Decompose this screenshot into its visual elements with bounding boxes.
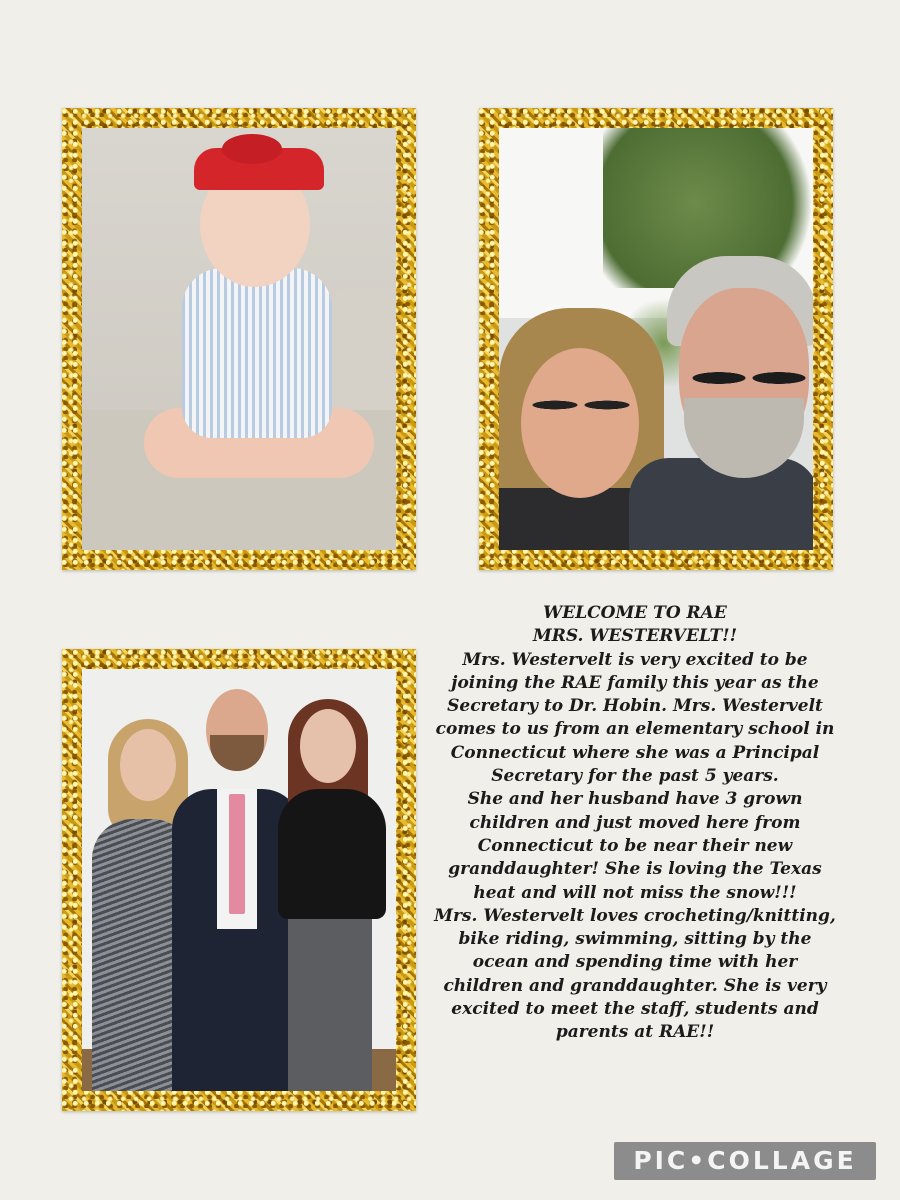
baby-photo [82,128,396,550]
welcome-paragraph-2: She and her husband have 3 grown children and just moved here from Connecticut to be near their new granddaughter! She is loving the Texas heat and will not miss the snow!!! [448,789,822,903]
couple-selfie-photo [499,128,813,550]
gold-glitter-frame-couple [479,108,833,570]
welcome-text-block [430,602,840,1045]
family-photo [82,669,396,1091]
pic-collage-watermark: PIC•COLLAGE [614,1142,876,1180]
pink-tie [229,794,245,914]
welcome-title-line1: WELCOME TO RAE [543,603,727,623]
sunglasses [689,358,809,398]
welcome-paragraph-3: Mrs. Westervelt loves crocheting/knitting, bike riding, swimming, sitting by the ocean and spending time with her children and granddaughter. She is very excited to meet the staff, students and parents at RAE!! [434,905,836,1043]
gold-glitter-frame-family [62,649,416,1111]
sunglasses [529,390,633,420]
gold-glitter-frame-baby [62,108,416,570]
welcome-title-line2: MRS. WESTERVELT!! [532,626,738,647]
welcome-paragraph-1: Mrs. Westervelt is very excited to be joining the RAE family this year as the Secretary to Dr. Hobin. Mrs. Westervelt comes to us from an elementary school in Connecticut where she was a Principal Secretary for the past 5 years. [435,649,835,787]
